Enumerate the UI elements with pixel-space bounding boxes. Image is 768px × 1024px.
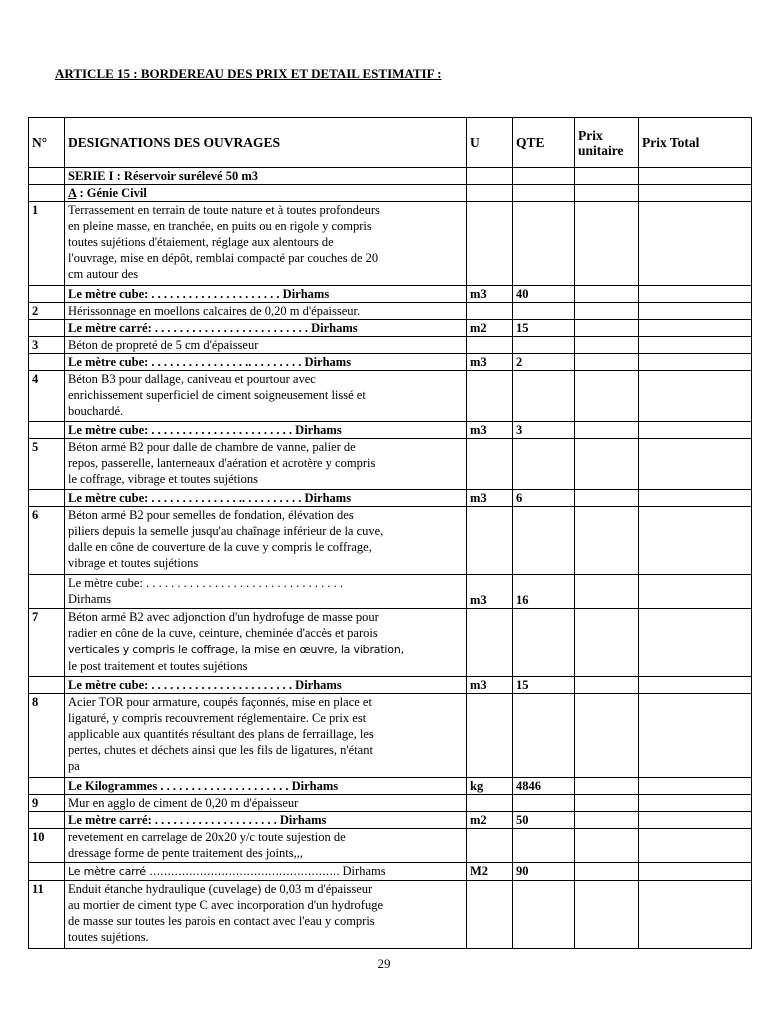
table-row: 11 Enduit étanche hydraulique (cuvelage) de 0,03 m d'épaisseur au mortier de ciment type C avec incorporation d'un hydrofuge de masse sur toutes les parois en contact avec l'eau y compris toutes sujétions. — [29, 881, 752, 949]
header-unit-price: Prix unitaire — [575, 118, 639, 168]
price-row: Le mètre cube: . . . . . . . . . . . . . . . . . . . . . Dirhams m3 40 — [29, 286, 752, 303]
table-row: 2 Hérissonnage en moellons calcaires de 0,20 m d'épaisseur. — [29, 303, 752, 320]
serie-row — [29, 168, 752, 185]
page-number: 29 — [377, 956, 391, 971]
price-row: Le mètre cube: . . . . . . . . . . . . . . . .. . . . . . . . . Dirhams m3 2 — [29, 354, 752, 371]
table-row: 5 Béton armé B2 pour dalle de chambre de vanne, palier de repos, passerelle, lanterneaux d'aération et acrotère y compris le coffrage, vibrage et toutes sujétions — [29, 439, 752, 490]
price-row: Le Kilogrammes . . . . . . . . . . . . . . . . . . . . . Dirhams kg 4846 — [29, 778, 752, 795]
section-title: A : Génie Civil — [65, 185, 467, 202]
price-table — [28, 117, 752, 949]
price-row: Le mètre cube: . . . . . . . . . . . . . . . . . . . . . . . . . . . . . . . . Dirhams m3 16 — [29, 575, 752, 609]
table-row: 9 Mur en agglo de ciment de 0,20 m d'épaisseur — [29, 795, 752, 812]
header-qty: QTE — [513, 118, 575, 168]
table-row: 8 Acier TOR pour armature, coupés façonnés, mise en place et ligaturé, y compris recouvrement réglementaire. Ce prix est applicable aux quantités résultant des plans de ferraillage, les pertes, chutes et déchets ainsi que les fils de ligatures, n'étant pa — [29, 694, 752, 778]
header-num: N° — [29, 118, 65, 168]
section-row — [29, 185, 752, 202]
serie-title: SERIE I : Réservoir surélevé 50 m3 — [65, 168, 467, 185]
header-designation: DESIGNATIONS DES OUVRAGES — [65, 118, 467, 168]
header-unit: U — [467, 118, 513, 168]
table-header-row — [29, 118, 752, 168]
price-row: Le mètre cube: . . . . . . . . . . . . . . . . . . . . . . . Dirhams m3 15 — [29, 677, 752, 694]
article-title: ARTICLE 15 : BORDEREAU DES PRIX ET DETAIL ESTIMATIF : — [55, 66, 442, 81]
price-row: Le mètre carré …………………………………………….. Dirhams M2 90 — [29, 863, 752, 881]
table-row: 6 Béton armé B2 pour semelles de fondation, élévation des piliers depuis la semelle jusqu'au chaînage inférieur de la cuve, dalle en cône de couverture de la cuve y compris le coffrage, vibrage et toutes sujétions — [29, 507, 752, 575]
price-row: Le mètre cube: . . . . . . . . . . . . . . .. . . . . . . . . . Dirhams m3 6 — [29, 490, 752, 507]
table-row: 1 Terrassement en terrain de toute nature et à toutes profondeurs en pleine masse, en tranchée, en puits ou en rigole y compris toutes sujétions d'étaiement, réglage aux alentours de l'ouvrage, mise en dépôt, remblai compacté par couches de 20 cm autour des — [29, 202, 752, 286]
table-row: 10 revetement en carrelage de 20x20 y/c toute sujestion de dressage forme de pente traitement des joints,,, — [29, 829, 752, 863]
table-row: 7 Béton armé B2 avec adjonction d'un hydrofuge de masse pour radier en cône de la cuve, ceinture, cheminée d'accès et parois verticales y compris le coffrage, la mise en œuvre, la vibration, le post traitement et toutes sujétions — [29, 609, 752, 677]
table-row: 4 Béton B3 pour dallage, caniveau et pourtour avec enrichissement superficiel de ciment soigneusement lissé et bouchardé. — [29, 371, 752, 422]
price-row: Le mètre carré: . . . . . . . . . . . . . . . . . . . . Dirhams m2 50 — [29, 812, 752, 829]
designation-cell: Terrassement en terrain de toute nature et à toutes profondeurs en pleine masse, en tranchée, en puits ou en rigole y compris toutes sujétions d'étaiement, réglage aux alentours de l'ouvrage, mise en dépôt, remblai compacté par couches de 20 cm autour des — [65, 202, 467, 286]
table-row: 3 Béton de propreté de 5 cm d'épaisseur — [29, 337, 752, 354]
price-row: Le mètre cube: . . . . . . . . . . . . . . . . . . . . . . . Dirhams m3 3 — [29, 422, 752, 439]
header-total: Prix Total — [639, 118, 752, 168]
price-row: Le mètre carré: . . . . . . . . . . . . . . . . . . . . . . . . . Dirhams m2 15 — [29, 320, 752, 337]
